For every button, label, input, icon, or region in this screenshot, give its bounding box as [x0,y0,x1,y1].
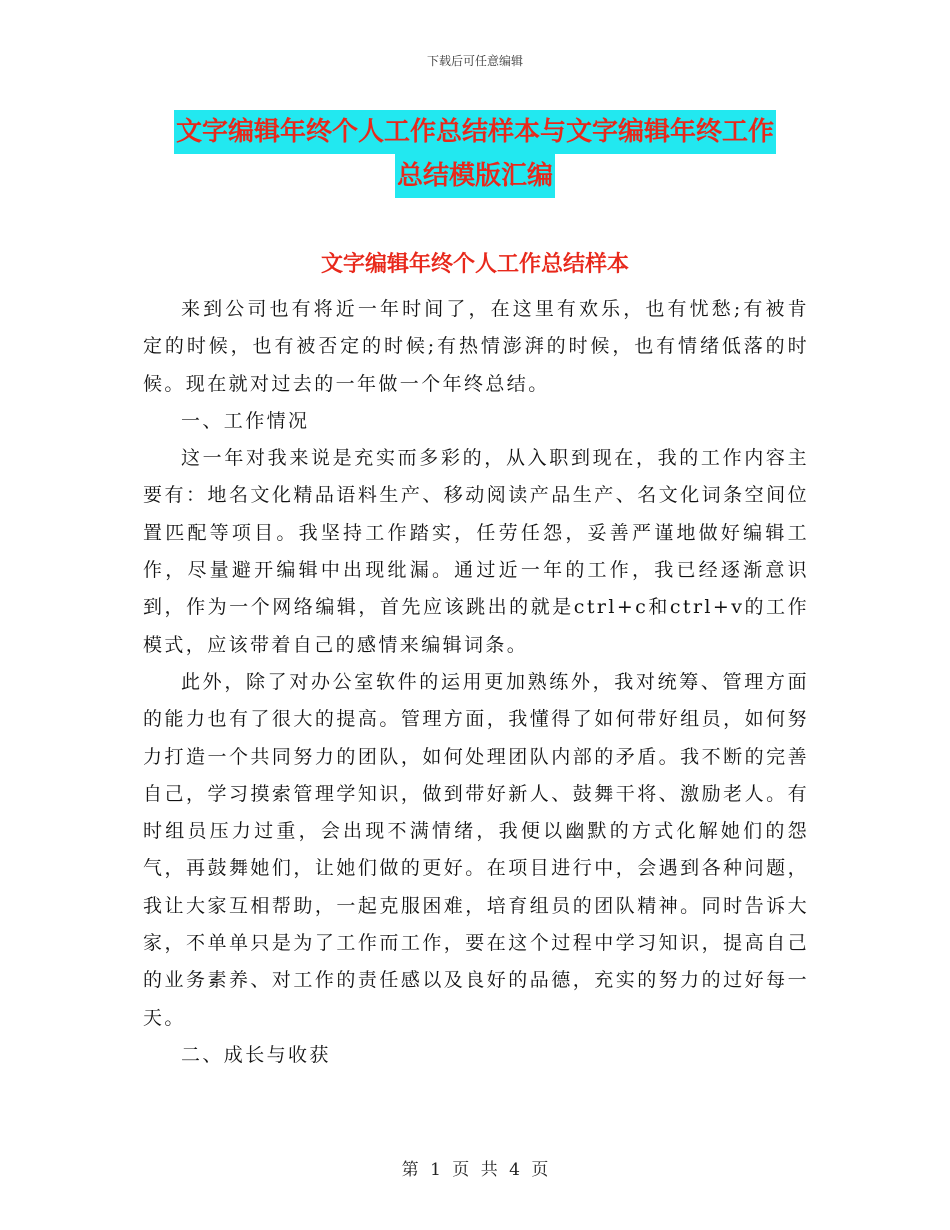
heading-work-situation: 一、工作情况 [181,409,310,432]
paragraph-management: 此外，除了对办公室软件的运用更加熟练外，我对统筹、管理方面的能力也有了很大的提高。管理方面，我懂得了如何带好组员，如何努力打造一个共同努力的团队，如何处理团队内部的矛盾。我不断的完善自己，学习摸索管理学知识，做到带好新人、鼓舞干将、激励老人。有时组员压力过重，会出现不满情绪，我便以幽默的方式化解她们的怨气，再鼓舞她们，让她们做的更好。在项目进行中，会遇到各种问题，我让大家互相帮助，一起克服困难，培育组员的团队精神。同时告诉大家，不单单只是为了工作而工作，要在这个过程中学习知识，提高自己的业务素养、对工作的责任感以及良好的品德，充实的努力的过好每一天。 [143,670,809,1029]
section-title: 文字编辑年终个人工作总结样本 [320,251,629,277]
document-title [0,110,950,198]
document-body [143,291,809,1074]
heading-growth: 二、成长与收获 [181,1043,331,1066]
page-header-note: 下载后可任意编辑 [426,54,523,68]
document-title-line-2: 总结模版汇编 [395,154,555,198]
page-number: 第 1 页 共 4 页 [401,1160,549,1180]
document-title-line-1: 文字编辑年终个人工作总结样本与文字编辑年终工作 [174,110,776,154]
paragraph-work-content: 这一年对我来说是充实而多彩的，从入职到现在，我的工作内容主要有：地名文化精品语料生产、移动阅读产品生产、名文化词条空间位置匹配等项目。我坚持工作踏实，任劳任怨，妥善严谨地做好编辑工作，尽量避开编辑中出现纰漏。通过近一年的工作，我已经逐渐意识到，作为一个网络编辑，首先应该跳出的就是ctrl+c和ctrl+v的工作模式，应该带着自己的感情来编辑词条。 [143,447,809,656]
paragraph-intro: 来到公司也有将近一年时间了，在这里有欢乐，也有忧愁;有被肯定的时候，也有被否定的时候;有热情澎湃的时候，也有情绪低落的时候。现在就对过去的一年做一个年终总结。 [143,298,809,395]
